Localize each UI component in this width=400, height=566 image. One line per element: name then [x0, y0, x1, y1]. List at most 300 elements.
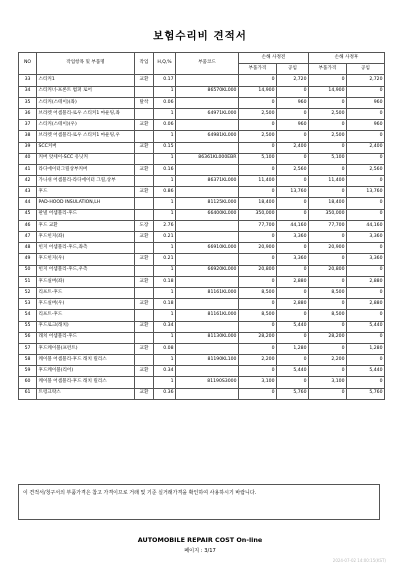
row-after-labor: 44,160 [347, 220, 385, 231]
row-work-type [135, 287, 154, 298]
row-part-code: 66920KL000 [176, 265, 239, 276]
row-item-name: 후드 [37, 187, 135, 198]
row-after-labor: 0 [347, 176, 385, 187]
row-before-part-price: 0 [239, 299, 277, 310]
row-work-type [135, 332, 154, 343]
row-hq: 1 [154, 265, 176, 276]
row-after-labor: 0 [347, 153, 385, 164]
row-work-type: 교환 [135, 276, 154, 287]
row-before-labor: 2,400 [277, 142, 309, 153]
row-after-part-price: 20,800 [309, 265, 347, 276]
row-work-type: 교환 [135, 366, 154, 377]
row-after-labor: 5,760 [347, 388, 385, 399]
row-part-code [176, 75, 239, 86]
row-before-labor: 5,760 [277, 388, 309, 399]
row-before-part-price: 11,400 [239, 176, 277, 187]
estimate-table [18, 52, 385, 400]
row-after-part-price: 14,900 [309, 86, 347, 97]
row-before-labor: 44,160 [277, 220, 309, 231]
row-before-part-price: 0 [239, 164, 277, 175]
row-after-part-price: 0 [309, 254, 347, 265]
row-after-labor: 2,880 [347, 276, 385, 287]
row-before-part-price: 20,800 [239, 265, 277, 276]
row-part-code [176, 120, 239, 131]
row-before-labor: 1,280 [277, 343, 309, 354]
table-row [19, 153, 385, 164]
row-part-code: 86570KL000 [176, 86, 239, 97]
row-after-part-price: 0 [309, 276, 347, 287]
row-after-part-price: 28,200 [309, 332, 347, 343]
row-item-name: 힌지 어셈블리-후드,좌측 [37, 243, 135, 254]
row-after-labor: 0 [347, 108, 385, 119]
row-no: 40 [19, 153, 37, 164]
row-no: 39 [19, 142, 37, 153]
table-row [19, 287, 385, 298]
row-work-type: 교환 [135, 299, 154, 310]
table-row [19, 209, 385, 220]
table-row [19, 388, 385, 399]
row-work-type: 탈착 [135, 97, 154, 108]
header-before: 손해 사정전 [239, 53, 309, 64]
row-work-type [135, 355, 154, 366]
row-after-labor: 0 [347, 355, 385, 366]
row-after-labor: 960 [347, 120, 385, 131]
table-row [19, 299, 385, 310]
row-before-part-price: 0 [239, 366, 277, 377]
row-item-name: 후드로크(래치) [37, 321, 135, 332]
row-after-part-price: 0 [309, 366, 347, 377]
row-work-type: 교환 [135, 254, 154, 265]
page-indicator: 페이지 : 3/17 [184, 548, 216, 554]
row-no: 44 [19, 198, 37, 209]
row-before-labor: 0 [277, 209, 309, 220]
row-before-part-price: 8,500 [239, 287, 277, 298]
row-no: 58 [19, 355, 37, 366]
row-part-code: 66400KL000 [176, 209, 239, 220]
row-part-code: 81130KL000 [176, 332, 239, 343]
row-before-part-price: 0 [239, 97, 277, 108]
row-before-labor: 2,880 [277, 276, 309, 287]
row-after-part-price: 0 [309, 299, 347, 310]
header-before-part-price: 부품가격 [239, 64, 277, 75]
row-item-name: 케이블 어셈블리-후드 래치 릴리스 [37, 377, 135, 388]
row-after-labor: 5,440 [347, 366, 385, 377]
row-part-code [176, 321, 239, 332]
row-no: 56 [19, 332, 37, 343]
row-after-part-price: 8,500 [309, 287, 347, 298]
row-hq: 0.36 [154, 388, 176, 399]
row-part-code [176, 343, 239, 354]
table-row [19, 120, 385, 131]
row-no: 49 [19, 254, 37, 265]
row-before-labor: 960 [277, 97, 309, 108]
row-before-part-price: 2,500 [239, 131, 277, 142]
header-hq: H,Q,% [154, 53, 176, 75]
row-after-labor: 2,560 [347, 164, 385, 175]
row-hq: 0.16 [154, 164, 176, 175]
row-hq: 1 [154, 108, 176, 119]
header-before-labor: 공임 [277, 64, 309, 75]
row-before-labor: 2,720 [277, 75, 309, 86]
row-after-labor: 0 [347, 198, 385, 209]
row-hq: 0.15 [154, 142, 176, 153]
row-hq: 1 [154, 198, 176, 209]
row-before-part-price: 5,100 [239, 153, 277, 164]
row-hq: 1 [154, 153, 176, 164]
row-before-labor: 0 [277, 287, 309, 298]
row-before-labor: 5,440 [277, 321, 309, 332]
row-work-type: 교환 [135, 232, 154, 243]
row-item-name: 스티커(스테이)(좌) [37, 97, 135, 108]
row-after-labor: 0 [347, 332, 385, 343]
row-work-type [135, 86, 154, 97]
row-before-part-price: 0 [239, 321, 277, 332]
row-hq: 1 [154, 355, 176, 366]
table-row [19, 276, 385, 287]
row-item-name: 스티커(스테이)(우) [37, 120, 135, 131]
row-work-type [135, 310, 154, 321]
row-item-name: 스티커1 [37, 75, 135, 86]
row-no: 54 [19, 310, 37, 321]
row-no: 59 [19, 366, 37, 377]
table-row [19, 332, 385, 343]
header-after-part-price: 부품가격 [309, 64, 347, 75]
row-after-part-price: 0 [309, 321, 347, 332]
row-item-name: 래치 어셈블리-후드 [37, 332, 135, 343]
row-after-labor: 2,720 [347, 75, 385, 86]
table-row [19, 265, 385, 276]
row-hq: 1 [154, 310, 176, 321]
table-row [19, 343, 385, 354]
row-no: 51 [19, 276, 37, 287]
row-item-name: 후드힌지(좌) [37, 232, 135, 243]
row-hq: 0.21 [154, 232, 176, 243]
row-after-labor: 5,440 [347, 321, 385, 332]
header-after-labor: 공임 [347, 64, 385, 75]
row-before-labor: 0 [277, 176, 309, 187]
row-item-name: 후드실버(좌) [37, 276, 135, 287]
row-hq: 0.06 [154, 97, 176, 108]
document-title: 보험수리비 견적서 [153, 30, 247, 42]
row-before-part-price: 8,500 [239, 310, 277, 321]
row-before-labor: 0 [277, 86, 309, 97]
row-part-code: 81190S3000 [176, 377, 239, 388]
row-work-type [135, 108, 154, 119]
row-part-code: 64981KL000 [176, 131, 239, 142]
row-before-part-price: 0 [239, 276, 277, 287]
row-item-name: 스티커너-프론트 범퍼 로어 [37, 86, 135, 97]
row-no: 34 [19, 86, 37, 97]
row-work-type [135, 265, 154, 276]
row-item-name: 라디에이터그릴상부커버 [37, 164, 135, 175]
row-work-type: 교환 [135, 142, 154, 153]
row-no: 36 [19, 108, 37, 119]
row-part-code: 64971KL000 [176, 108, 239, 119]
row-work-type: 교환 [135, 321, 154, 332]
row-after-part-price: 20,900 [309, 243, 347, 254]
row-before-labor: 0 [277, 332, 309, 343]
table-row [19, 366, 385, 377]
row-after-part-price: 0 [309, 187, 347, 198]
table-row [19, 310, 385, 321]
row-hq: 0.18 [154, 299, 176, 310]
row-before-part-price: 0 [239, 142, 277, 153]
row-work-type [135, 176, 154, 187]
row-work-type: 교환 [135, 388, 154, 399]
row-part-code [176, 164, 239, 175]
row-item-name: 리프트-후드 [37, 310, 135, 321]
row-no: 60 [19, 377, 37, 388]
row-before-labor: 0 [277, 108, 309, 119]
row-work-type [135, 153, 154, 164]
row-after-labor: 960 [347, 97, 385, 108]
row-before-part-price: 2,200 [239, 355, 277, 366]
header-item: 작업항목 및 부품명 [37, 53, 135, 75]
row-after-labor: 0 [347, 310, 385, 321]
row-before-part-price: 0 [239, 120, 277, 131]
table-row [19, 198, 385, 209]
row-before-labor: 3,360 [277, 254, 309, 265]
row-after-labor: 0 [347, 287, 385, 298]
row-before-labor: 960 [277, 120, 309, 131]
row-after-part-price: 0 [309, 142, 347, 153]
row-item-name: 리프트-후드 [37, 287, 135, 298]
row-after-part-price: 11,400 [309, 176, 347, 187]
row-hq: 0.18 [154, 276, 176, 287]
row-work-type: 교환 [135, 164, 154, 175]
row-after-part-price: 0 [309, 97, 347, 108]
table-row [19, 243, 385, 254]
row-hq: 1 [154, 243, 176, 254]
row-after-labor: 0 [347, 209, 385, 220]
header-work: 작업 [135, 53, 154, 75]
table-row [19, 131, 385, 142]
row-before-part-price: 77,700 [239, 220, 277, 231]
header-no: NO [19, 53, 37, 75]
row-hq: 1 [154, 332, 176, 343]
row-no: 48 [19, 243, 37, 254]
row-no: 61 [19, 388, 37, 399]
row-no: 33 [19, 75, 37, 86]
row-before-part-price: 20,900 [239, 243, 277, 254]
table-row [19, 108, 385, 119]
row-after-labor: 0 [347, 265, 385, 276]
row-after-part-price: 0 [309, 75, 347, 86]
row-before-part-price: 3,100 [239, 377, 277, 388]
row-before-labor: 2,560 [277, 164, 309, 175]
row-work-type: 교환 [135, 120, 154, 131]
row-work-type: 교환 [135, 75, 154, 86]
row-after-labor: 13,760 [347, 187, 385, 198]
row-hq: 1 [154, 176, 176, 187]
row-part-code [176, 220, 239, 231]
row-work-type [135, 209, 154, 220]
row-part-code [176, 254, 239, 265]
row-after-part-price: 0 [309, 232, 347, 243]
row-before-labor: 0 [277, 355, 309, 366]
row-no: 52 [19, 287, 37, 298]
row-hq: 0.34 [154, 366, 176, 377]
table-row [19, 75, 385, 86]
row-work-type [135, 377, 154, 388]
row-item-name: 후드케이블(리어) [37, 366, 135, 377]
table-row [19, 321, 385, 332]
row-item-name: 힌지 어셈블리-후드,우측 [37, 265, 135, 276]
header-code: 부품코드 [176, 53, 239, 75]
row-item-name: 후드힌지(우) [37, 254, 135, 265]
row-work-type [135, 243, 154, 254]
row-hq: 0.86 [154, 187, 176, 198]
row-item-name: SCC커버 [37, 142, 135, 153]
row-no: 41 [19, 164, 37, 175]
row-before-labor: 0 [277, 131, 309, 142]
row-part-code: 81125KL000 [176, 198, 239, 209]
row-hq: 2.76 [154, 220, 176, 231]
row-item-name: 브라켓 어셈블리-로우 스티커1 마운팅,우 [37, 131, 135, 142]
row-part-code [176, 232, 239, 243]
row-before-labor: 2,880 [277, 299, 309, 310]
row-hq: 1 [154, 377, 176, 388]
row-after-part-price: 77,700 [309, 220, 347, 231]
row-no: 47 [19, 232, 37, 243]
table-row [19, 254, 385, 265]
row-part-code: 81161KL000 [176, 310, 239, 321]
row-after-part-price: 0 [309, 388, 347, 399]
row-hq: 0.21 [154, 254, 176, 265]
row-after-labor: 2,400 [347, 142, 385, 153]
row-after-part-price: 18,400 [309, 198, 347, 209]
row-before-part-price: 0 [239, 254, 277, 265]
row-hq: 1 [154, 209, 176, 220]
table-row [19, 377, 385, 388]
row-item-name: 후드케이블(프런트) [37, 343, 135, 354]
row-after-part-price: 8,500 [309, 310, 347, 321]
row-no: 45 [19, 209, 37, 220]
row-after-labor: 0 [347, 86, 385, 97]
table-row [19, 164, 385, 175]
row-after-labor: 0 [347, 243, 385, 254]
row-work-type: 교환 [135, 187, 154, 198]
table-row [19, 142, 385, 153]
row-hq: 0.34 [154, 321, 176, 332]
row-after-labor: 3,360 [347, 254, 385, 265]
row-no: 55 [19, 321, 37, 332]
row-before-part-price: 0 [239, 187, 277, 198]
row-no: 37 [19, 120, 37, 131]
row-part-code: 86361KL000EBR [176, 153, 239, 164]
row-after-part-price: 350,000 [309, 209, 347, 220]
row-before-part-price: 2,500 [239, 108, 277, 119]
row-before-part-price: 18,400 [239, 198, 277, 209]
row-before-labor: 0 [277, 265, 309, 276]
row-no: 57 [19, 343, 37, 354]
row-after-part-price: 3,100 [309, 377, 347, 388]
row-item-name: 후드 교환 [37, 220, 135, 231]
row-no: 46 [19, 220, 37, 231]
row-before-part-price: 28,200 [239, 332, 277, 343]
row-part-code: 81161KL000 [176, 287, 239, 298]
row-hq: 0.17 [154, 75, 176, 86]
row-no: 53 [19, 299, 37, 310]
row-item-name: 브라켓 어셈블리-로우 스티커1 마운팅,좌 [37, 108, 135, 119]
row-hq: 0.06 [154, 120, 176, 131]
row-item-name: 후드실버(우) [37, 299, 135, 310]
print-timestamp: 2024-07-02 14:00:15(KST) [332, 558, 386, 563]
row-work-type [135, 131, 154, 142]
row-hq: 0.08 [154, 343, 176, 354]
row-no: 35 [19, 97, 37, 108]
table-row [19, 187, 385, 198]
row-hq: 1 [154, 131, 176, 142]
row-before-labor: 5,440 [277, 366, 309, 377]
row-item-name: 가니쉬 어셈블리-라디에이터 그릴,상부 [37, 176, 135, 187]
row-after-part-price: 0 [309, 343, 347, 354]
row-hq: 1 [154, 86, 176, 97]
row-part-code [176, 366, 239, 377]
table-row [19, 176, 385, 187]
row-item-name: 케이블 어셈블리-후드 래치 릴리스 [37, 355, 135, 366]
row-hq: 1 [154, 287, 176, 298]
row-item-name: 트렁크락스 [37, 388, 135, 399]
row-part-code [176, 187, 239, 198]
table-row [19, 220, 385, 231]
row-after-labor: 3,360 [347, 232, 385, 243]
row-no: 50 [19, 265, 37, 276]
row-part-code [176, 299, 239, 310]
row-after-labor: 0 [347, 377, 385, 388]
row-item-name: 판넬 어셈블리-후드 [37, 209, 135, 220]
row-after-part-price: 2,500 [309, 108, 347, 119]
row-after-part-price: 0 [309, 164, 347, 175]
row-before-part-price: 350,000 [239, 209, 277, 220]
row-no: 43 [19, 187, 37, 198]
row-after-labor: 1,280 [347, 343, 385, 354]
disclaimer-note: 이 견적서/청구서의 부품가격은 참고 가격이므로 거래 및 기준 실거래가격을 확인하여 사용하시기 바랍니다. [18, 484, 380, 520]
row-no: 42 [19, 176, 37, 187]
row-no: 38 [19, 131, 37, 142]
row-before-labor: 13,760 [277, 187, 309, 198]
row-part-code [176, 97, 239, 108]
row-before-part-price: 0 [239, 388, 277, 399]
row-before-part-price: 14,900 [239, 86, 277, 97]
row-part-code [176, 276, 239, 287]
table-row [19, 232, 385, 243]
row-part-code: 81190KL100 [176, 355, 239, 366]
row-before-part-price: 0 [239, 232, 277, 243]
row-work-type: 도장 [135, 220, 154, 231]
row-work-type: 교환 [135, 343, 154, 354]
row-after-part-price: 2,200 [309, 355, 347, 366]
row-before-part-price: 0 [239, 75, 277, 86]
row-before-labor: 0 [277, 243, 309, 254]
row-after-part-price: 0 [309, 120, 347, 131]
row-before-labor: 0 [277, 310, 309, 321]
row-part-code [176, 142, 239, 153]
row-after-part-price: 2,500 [309, 131, 347, 142]
table-row [19, 86, 385, 97]
row-item-name: 커버 앗세이-SCC 유닛커 [37, 153, 135, 164]
row-work-type [135, 198, 154, 209]
row-before-labor: 0 [277, 377, 309, 388]
row-part-code [176, 388, 239, 399]
footer-brand: AUTOMOBILE REPAIR COST On-line [137, 536, 263, 544]
row-part-code: 86371KL000 [176, 176, 239, 187]
table-row [19, 355, 385, 366]
row-item-name: PAD-HOOD INSULATION,LH [37, 198, 135, 209]
row-after-labor: 0 [347, 131, 385, 142]
row-after-labor: 2,880 [347, 299, 385, 310]
header-after: 손해 사정후 [309, 53, 385, 64]
